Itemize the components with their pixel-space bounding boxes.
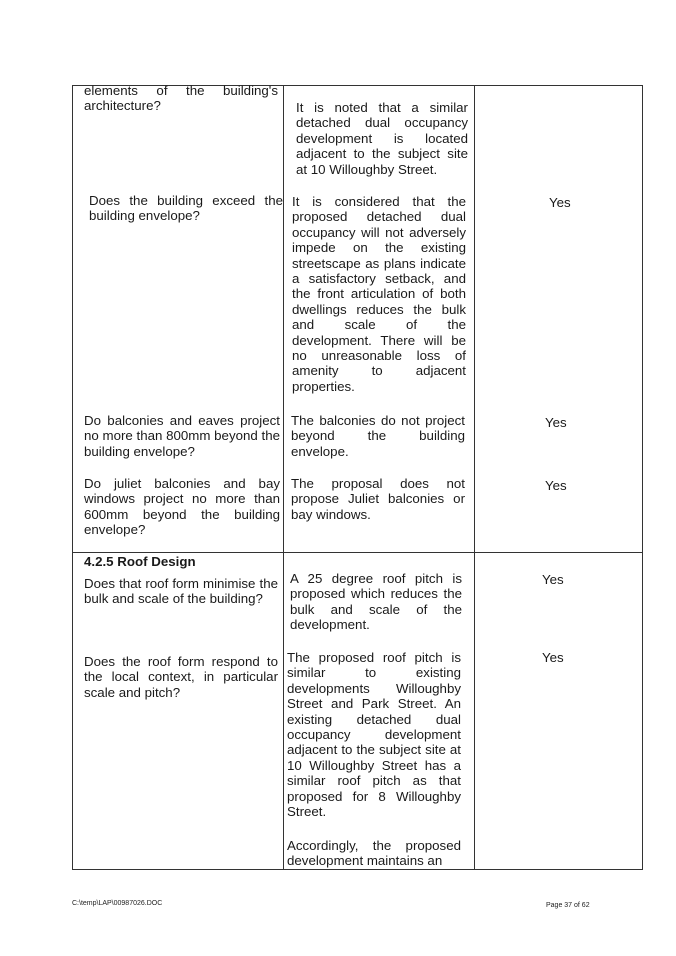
comment-balconies: The balconies do not project beyond the building envelope.: [291, 413, 465, 459]
answer-building-envelope: Yes: [549, 195, 571, 210]
comment-roof-context-continued: Accordingly, the proposed development maintains an: [287, 838, 461, 869]
comment-roof-pitch: A 25 degree roof pitch is proposed which reduces the bulk and scale of the development.: [290, 571, 462, 633]
table-left-border: [72, 85, 73, 870]
question-roof-form-bulk: Does that roof form minimise the bulk and scale of the building?: [84, 576, 278, 607]
question-juliet-balconies: Do juliet balconies and bay windows project no more than 600mm beyond the building envelope?: [84, 476, 280, 538]
comment-streetscape: It is considered that the proposed detached dual occupancy will not adversely impede on the existing streetscape as plans indicate a satisfactory setback, and the front articulation of both dwellings reduces the bulk and scale of the development. There will be no unreasonable loss of amenity to adjacent properties.: [292, 194, 466, 394]
comment-juliet-balconies: The proposal does not propose Juliet balconies or bay windows.: [291, 476, 465, 522]
answer-balconies-eaves: Yes: [545, 415, 567, 430]
answer-roof-local-context: Yes: [542, 650, 564, 665]
table-bottom-border: [72, 869, 643, 870]
comment-similar-development: It is noted that a similar detached dual occupancy development is located adjacent to the subject site at 10 Willoughby Street.: [296, 100, 468, 177]
footer-file-path: C:\temp\LAP\00987026.DOC: [72, 900, 163, 907]
question-architecture: elements of the building's architecture?: [84, 83, 278, 114]
comment-roof-context: The proposed roof pitch is similar to existing developments Willoughby Street and Park Street. An existing detached dual occupancy development adjacent to the subject site at 10 Willoughby Street has a similar roof pitch as that proposed for 8 Willoughby Street.: [287, 650, 461, 820]
col-divider-2: [474, 85, 475, 870]
question-balconies-eaves: Do balconies and eaves project no more than 800mm beyond the building envelope?: [84, 413, 280, 459]
answer-roof-form-bulk: Yes: [542, 572, 564, 587]
question-building-envelope: Does the building exceed the building envelope?: [89, 193, 283, 224]
section-divider: [72, 552, 643, 553]
question-roof-local-context: Does the roof form respond to the local context, in particular scale and pitch?: [84, 654, 278, 700]
answer-juliet-balconies: Yes: [545, 478, 567, 493]
section-heading-roof-design: 4.2.5 Roof Design: [84, 554, 196, 569]
table-right-border: [642, 85, 643, 870]
footer-page-number: Page 37 of 62: [546, 902, 590, 909]
col-divider-1: [283, 85, 284, 870]
